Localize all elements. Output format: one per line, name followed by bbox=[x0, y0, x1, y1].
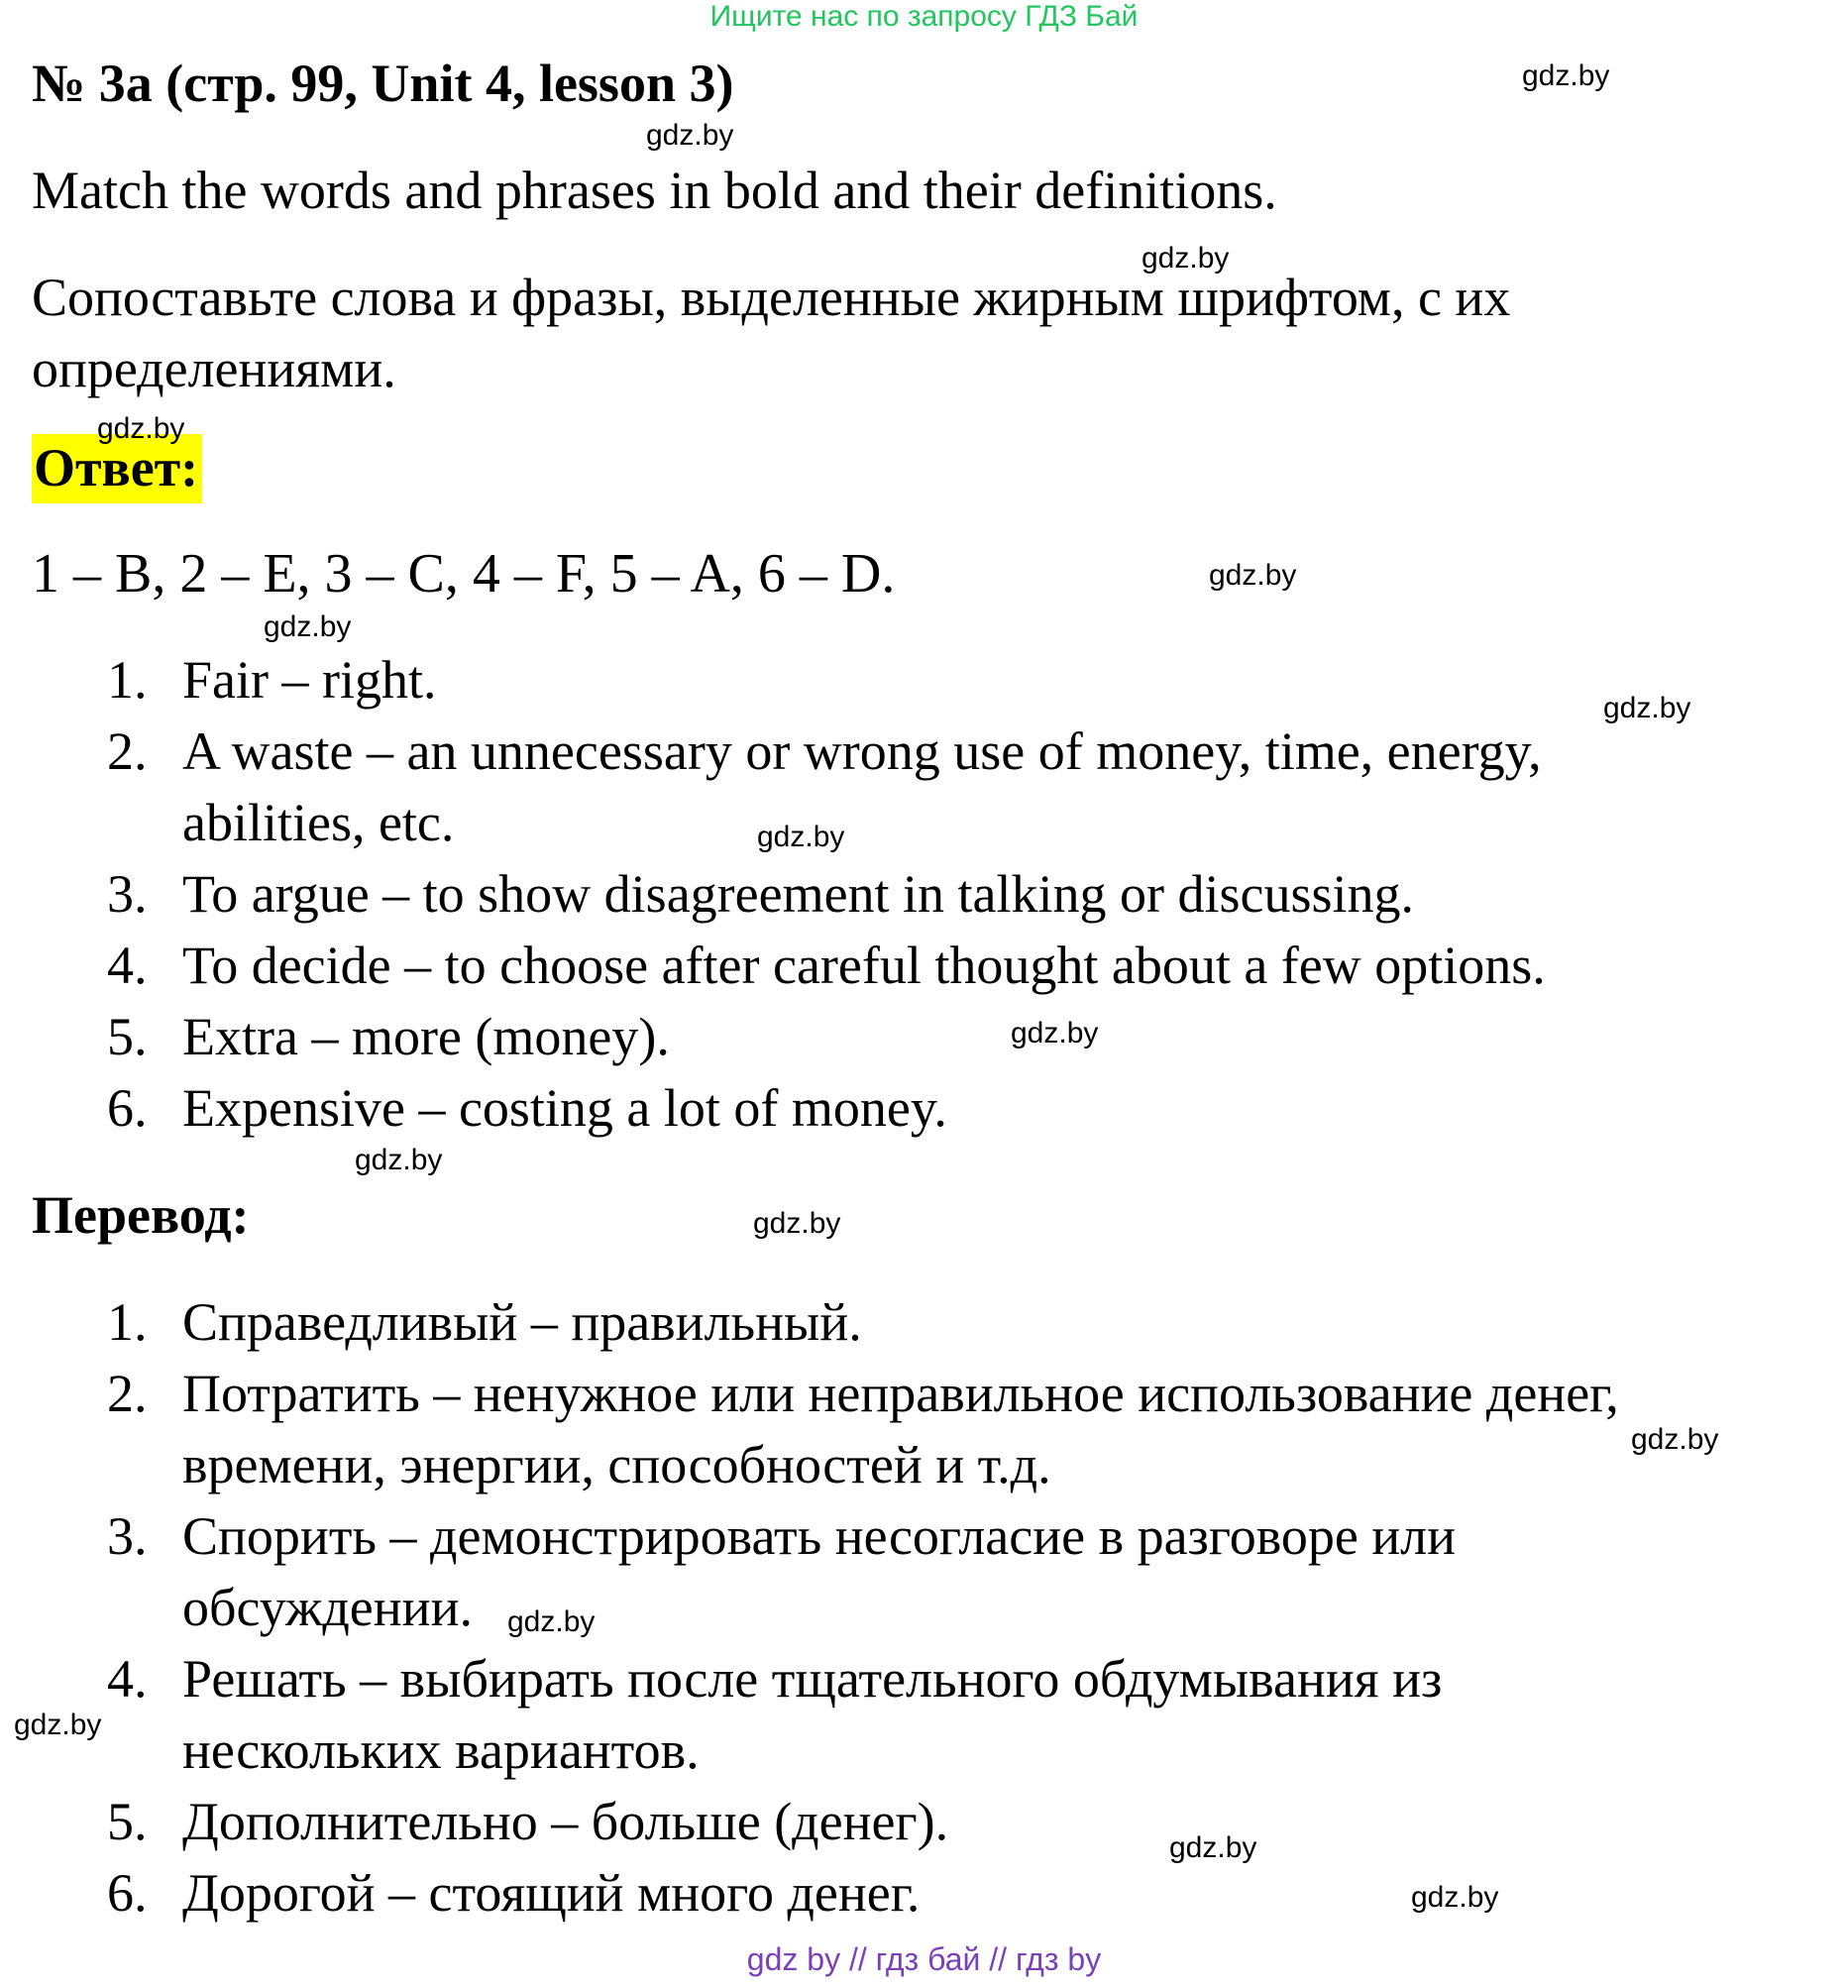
task-english: Match the words and phrases in bold and their definitions. bbox=[32, 161, 1277, 220]
answer-item-5 bbox=[107, 1001, 670, 1072]
page-title: № 3a (стр. 99, Unit 4, lesson 3) bbox=[32, 54, 734, 113]
answer-label: Ответ: bbox=[32, 434, 202, 503]
answer-item-2 bbox=[107, 716, 1542, 787]
translation-item-text: Справедливый – правильный. bbox=[182, 1292, 862, 1352]
watermark: gdz.by bbox=[1603, 692, 1691, 724]
footer-links: gdz by // гдз бай // гдз by bbox=[746, 1941, 1102, 1977]
translation-item-4-continuation: нескольких вариантов. bbox=[182, 1720, 700, 1780]
answer-item-number: 1. bbox=[107, 650, 148, 710]
translation-item-4 bbox=[107, 1643, 1442, 1714]
task-russian-line-2: определениями. bbox=[32, 339, 396, 398]
answer-item-text: Expensive – costing a lot of money. bbox=[182, 1078, 947, 1138]
watermark: gdz.by bbox=[757, 821, 845, 853]
answer-key: 1 – B, 2 – E, 3 – C, 4 – F, 5 – A, 6 – D. bbox=[32, 543, 896, 605]
answer-item-number: 6. bbox=[107, 1078, 148, 1138]
task-russian-line-1: Сопоставьте слова и фразы, выделенные жирным шрифтом, с их bbox=[32, 268, 1511, 327]
watermark: gdz.by bbox=[507, 1605, 596, 1638]
answer-item-2-continuation: abilities, etc. bbox=[182, 793, 455, 852]
translation-item-text: Дорогой – стоящий много денег. bbox=[182, 1863, 921, 1923]
watermark: gdz.by bbox=[1209, 559, 1297, 592]
translation-item-3-continuation: обсуждении. bbox=[182, 1578, 473, 1637]
answer-item-text: To decide – to choose after careful thought about a few options. bbox=[182, 936, 1546, 995]
watermark: gdz.by bbox=[264, 610, 352, 643]
translation-item-number: 2. bbox=[107, 1364, 148, 1423]
answer-item-text: To argue – to show disagreement in talking or discussing. bbox=[182, 864, 1415, 924]
translation-item-number: 4. bbox=[107, 1649, 148, 1709]
translation-item-number: 6. bbox=[107, 1863, 148, 1923]
answer-item-4 bbox=[107, 930, 1546, 1001]
answer-item-text: Extra – more (money). bbox=[182, 1007, 670, 1066]
answer-item-number: 4. bbox=[107, 936, 148, 995]
answer-item-number: 2. bbox=[107, 721, 148, 781]
translation-item-6 bbox=[107, 1857, 920, 1929]
translation-item-2 bbox=[107, 1358, 1619, 1429]
translation-item-number: 1. bbox=[107, 1292, 148, 1352]
answer-item-3 bbox=[107, 858, 1414, 930]
translation-label: Перевод: bbox=[32, 1185, 250, 1245]
watermark: gdz.by bbox=[1169, 1831, 1257, 1864]
translation-item-2-continuation: времени, энергии, способностей и т.д. bbox=[182, 1435, 1051, 1494]
answer-item-text: Fair – right. bbox=[182, 650, 437, 710]
watermark: gdz.by bbox=[753, 1207, 841, 1240]
translation-item-number: 5. bbox=[107, 1792, 148, 1851]
translation-item-5 bbox=[107, 1786, 948, 1857]
watermark: gdz.by bbox=[14, 1709, 102, 1741]
answer-item-1 bbox=[107, 644, 436, 716]
translation-item-text: Спорить – демонстрировать несогласие в разговоре или bbox=[182, 1506, 1457, 1566]
watermark: gdz.by bbox=[1011, 1017, 1099, 1049]
translation-item-text: Решать – выбирать после тщательного обдумывания из bbox=[182, 1649, 1443, 1709]
watermark: gdz.by bbox=[355, 1144, 443, 1176]
watermark: gdz.by bbox=[1411, 1881, 1499, 1914]
watermark: gdz.by bbox=[646, 119, 734, 152]
answer-item-number: 5. bbox=[107, 1007, 148, 1066]
watermark: gdz.by bbox=[1141, 242, 1230, 275]
watermark: gdz.by bbox=[1631, 1423, 1719, 1456]
answer-item-text: A waste – an unnecessary or wrong use of money, time, energy, bbox=[182, 721, 1542, 781]
translation-item-text: Потратить – ненужное или неправильное использование денег, bbox=[182, 1364, 1619, 1423]
answer-item-6 bbox=[107, 1072, 947, 1144]
translation-item-number: 3. bbox=[107, 1506, 148, 1566]
translation-item-3 bbox=[107, 1500, 1456, 1572]
top-banner: Ищите нас по запросу ГДЗ Бай bbox=[709, 0, 1139, 33]
watermark: gdz.by bbox=[1522, 59, 1610, 92]
translation-item-text: Дополнительно – больше (денег). bbox=[182, 1792, 949, 1851]
translation-item-1 bbox=[107, 1286, 862, 1358]
watermark: gdz.by bbox=[97, 412, 185, 445]
answer-item-number: 3. bbox=[107, 864, 148, 924]
